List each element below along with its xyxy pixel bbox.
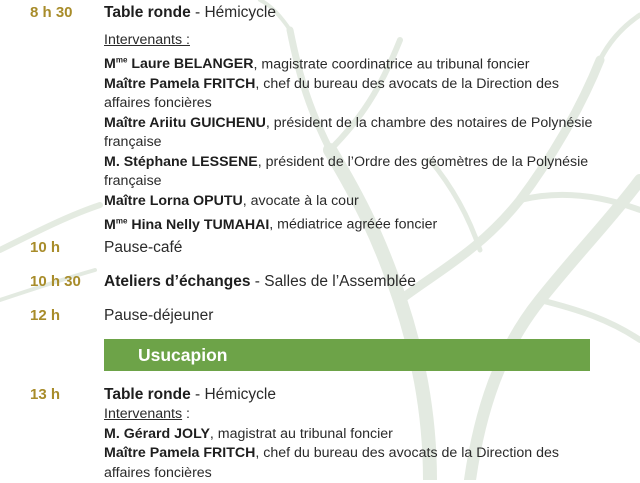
speaker-name: M. Stéphane LESSENE bbox=[104, 153, 258, 170]
speaker-role: , magistrat au tribunal foncier bbox=[209, 425, 393, 442]
entry-title-line bbox=[104, 3, 594, 23]
speaker-role: , avocate à la cour bbox=[242, 192, 359, 209]
speaker-item bbox=[104, 75, 594, 114]
speaker-item bbox=[104, 153, 594, 192]
section-banner bbox=[104, 339, 590, 371]
speakers-label: Intervenants bbox=[104, 406, 183, 422]
entry-location: - Hémicycle bbox=[190, 4, 276, 21]
entry-title: Pause-café bbox=[104, 239, 183, 256]
speaker-role: , chef du bureau des avocats de la Direction des affaires foncières bbox=[104, 75, 560, 112]
speakers-label-line: Intervenants : bbox=[104, 406, 190, 422]
entry-title: Pause-déjeuner bbox=[104, 307, 214, 324]
entry-time: 12 h bbox=[30, 307, 61, 324]
section-title: Usucapion bbox=[138, 345, 228, 365]
entry-location: - Salles de l’Assemblée bbox=[250, 273, 416, 290]
speaker-item: $M^{me}$ Laure BELANGER, magistrate coordinatrice au tribunal foncier bbox=[104, 55, 530, 73]
speaker-name: M. Gérard JOLY bbox=[104, 425, 210, 442]
entry-time: 8 h 30 bbox=[30, 4, 73, 21]
speaker-role: , président de l’Ordre des géomètres de la Polynésie française bbox=[104, 153, 589, 190]
entry-title-line bbox=[104, 385, 594, 405]
speaker-role: , médiatrice agréée foncier bbox=[269, 216, 438, 233]
entry-title: Ateliers d’échanges bbox=[104, 273, 251, 290]
speaker-role: , président de la chambre des notaires de Polynésie française bbox=[104, 114, 593, 151]
speaker-name: Maître Ariitu GUICHENU bbox=[104, 114, 266, 131]
speaker-name: Maître Pamela FRITCH bbox=[104, 445, 256, 461]
speakers-label: Intervenants : bbox=[104, 32, 190, 48]
entry-title-line bbox=[104, 272, 594, 292]
entry-title: Table ronde bbox=[104, 386, 191, 403]
speaker-item: $M^{me}$ Hina Nelly TUMAHAI, médiatrice agréée foncier bbox=[104, 216, 438, 233]
speaker-item bbox=[104, 425, 594, 445]
entry-time: 13 h bbox=[30, 386, 61, 403]
speaker-item bbox=[104, 192, 594, 212]
speaker-item bbox=[104, 114, 594, 153]
speaker-role: , magistrate coordinatrice au tribunal foncier bbox=[253, 56, 530, 73]
entry-time: 10 h bbox=[30, 239, 61, 256]
speaker-name: Hina Nelly TUMAHAI bbox=[127, 216, 270, 233]
entry-title: Table ronde bbox=[104, 4, 191, 21]
speaker-role: , chef du bureau des avocats de la Direction des affaires foncières bbox=[104, 445, 560, 481]
speaker-name: Maître Lorna OPUTU bbox=[104, 192, 243, 209]
speaker-name: Laure BELANGER bbox=[127, 56, 254, 73]
speaker-name: Maître Pamela FRITCH bbox=[104, 75, 256, 92]
speaker-item bbox=[104, 444, 594, 483]
entry-location: - Hémicycle bbox=[190, 386, 276, 403]
entry-time: 10 h 30 bbox=[30, 273, 81, 290]
